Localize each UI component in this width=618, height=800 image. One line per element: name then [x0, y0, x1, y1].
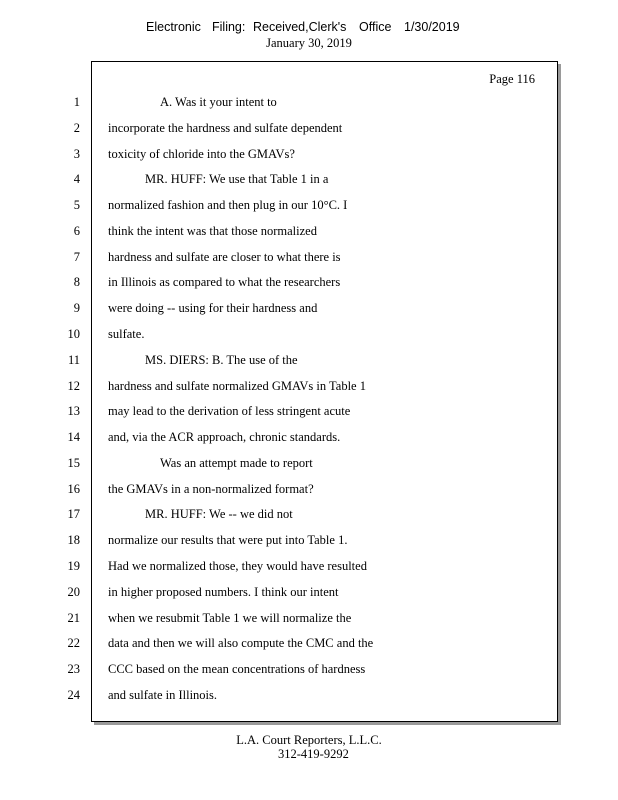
line-number: 20 [67, 585, 80, 599]
transcript-line: Had we normalized those, they would have resulted [108, 559, 367, 573]
transcript-line: normalized fashion and then plug in our 10°C. I [108, 198, 348, 212]
transcript-line: sulfate. [108, 327, 145, 341]
transcript-line: in higher proposed numbers. I think our intent [108, 585, 339, 599]
stamp-electronic: Electronic [146, 20, 201, 34]
transcript-line: MS. DIERS: B. The use of the [145, 353, 298, 367]
line-number: 8 [73, 275, 80, 289]
line-number: 24 [67, 688, 80, 702]
transcript-line: MR. HUFF: We -- we did not [145, 507, 293, 521]
line-number: 12 [67, 379, 80, 393]
line-number: 7 [73, 250, 80, 264]
transcript-line: A. Was it your intent to [160, 95, 277, 109]
transcript-line: and, via the ACR approach, chronic standards. [108, 430, 341, 444]
line-number: 22 [67, 636, 80, 650]
stamp-received-clerks: Received,Clerk's [253, 20, 347, 34]
line-number: 17 [67, 507, 80, 521]
filing-date: January 30, 2019 [266, 36, 352, 50]
transcript-line: normalize our results that were put into Table 1. [108, 533, 348, 547]
stamp-office: Office [359, 20, 392, 34]
line-number: 16 [67, 482, 80, 496]
transcript-line: data and then we will also compute the CMC and the [108, 636, 374, 650]
line-number: 13 [67, 404, 80, 418]
court-reporter-phone: 312-419-9292 [278, 747, 349, 761]
line-number: 5 [73, 198, 80, 212]
filing-stamp [0, 20, 618, 36]
transcript-line: when we resubmit Table 1 we will normalize the [108, 611, 352, 625]
transcript-line: CCC based on the mean concentrations of hardness [108, 662, 366, 676]
line-number: 1 [73, 95, 80, 109]
line-number: 23 [67, 662, 80, 676]
line-number: 3 [73, 147, 80, 161]
transcript-line: and sulfate in Illinois. [108, 688, 218, 702]
transcript-line: think the intent was that those normalized [108, 224, 317, 238]
line-number: 18 [67, 533, 80, 547]
line-number: 11 [67, 353, 80, 367]
transcript-line: were doing -- using for their hardness and [108, 301, 318, 315]
line-number: 6 [73, 224, 80, 238]
transcript-line: MR. HUFF: We use that Table 1 in a [145, 172, 329, 186]
line-number: 21 [67, 611, 80, 625]
line-number: 9 [73, 301, 80, 315]
line-number: 14 [67, 430, 80, 444]
transcript-line: may lead to the derivation of less stringent acute [108, 404, 351, 418]
line-number: 15 [67, 456, 80, 470]
transcript-line: in Illinois as compared to what the researchers [108, 275, 341, 289]
court-reporter-name: L.A. Court Reporters, L.L.C. [236, 733, 382, 747]
transcript-line: incorporate the hardness and sulfate dependent [108, 121, 343, 135]
transcript-line: Was an attempt made to report [160, 456, 313, 470]
line-number: 10 [67, 327, 80, 341]
transcript-line: hardness and sulfate are closer to what there is [108, 250, 341, 264]
page-number: Page 116 [489, 72, 535, 86]
stamp-date: 1/30/2019 [404, 20, 460, 34]
transcript-line: the GMAVs in a non-normalized format? [108, 482, 314, 496]
line-number: 2 [73, 121, 80, 135]
line-number: 19 [67, 559, 80, 573]
transcript-line: toxicity of chloride into the GMAVs? [108, 147, 295, 161]
line-number: 4 [73, 172, 80, 186]
transcript-line: hardness and sulfate normalized GMAVs in Table 1 [108, 379, 366, 393]
stamp-filing: Filing: [212, 20, 246, 34]
